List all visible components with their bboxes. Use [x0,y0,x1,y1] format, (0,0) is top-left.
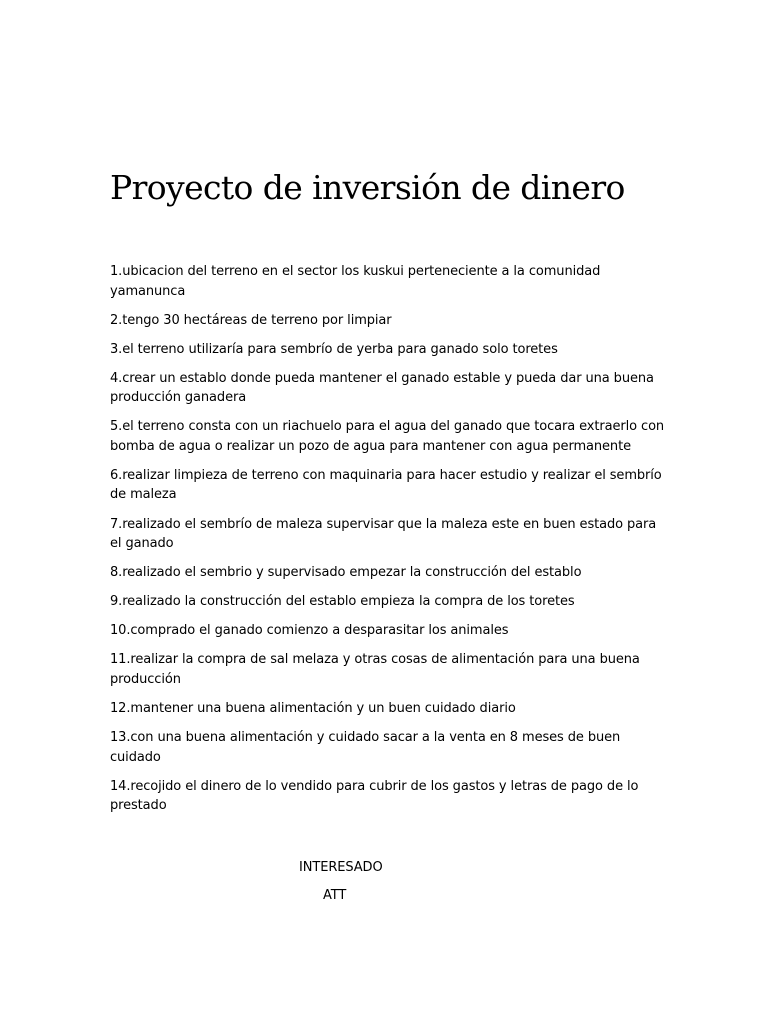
document-title: Proyecto de inversión de dinero [110,168,625,207]
list-item: 4.crear un establo donde pueda mantener el ganado estable y pueda dar una buena producción ganadera [110,370,654,406]
list-item: 10.comprado el ganado comienzo a desparasitar los animales [110,623,509,639]
list-item: 2.tengo 30 hectáreas de terreno por limpiar [110,312,392,328]
signature-interesado: INTERESADO [299,860,383,875]
list-item: 1.ubicacion del terreno en el sector los kuskui perteneciente a la comunidad yamanunca [110,264,601,299]
list-item: 6.realizar limpieza de terreno con maquinaria para hacer estudio y realizar el sembrío de maleza [110,467,662,503]
signature-att: ATT [323,888,347,903]
list-item: 12.mantener una buena alimentación y un buen cuidado diario [110,701,516,717]
project-steps-list [110,262,670,825]
list-item: 5.el terreno consta con un riachuelo para el agua del ganado que tocara extraerlo con bomba de agua o realizar un pozo de agua para mantener con agua permanente [110,419,665,454]
list-item: 13.con una buena alimentación y cuidado sacar a la venta en 8 meses de buen cuidado [110,730,621,765]
list-item: 7.realizado el sembrío de maleza supervisar que la maleza este en buen estado para el ganado [110,516,657,552]
list-item: 9.realizado la construcción del establo empieza la compra de los toretes [110,594,575,610]
list-item: 8.realizado el sembrio y supervisado empezar la construcción del establo [110,565,582,581]
list-item: 14.recojido el dinero de lo vendido para cubrir de los gastos y letras de pago de lo prestado [110,778,639,814]
list-item: 11.realizar la compra de sal melaza y otras cosas de alimentación para una buena producción [110,652,640,687]
list-item: 3.el terreno utilizaría para sembrío de yerba para ganado solo toretes [110,341,558,357]
